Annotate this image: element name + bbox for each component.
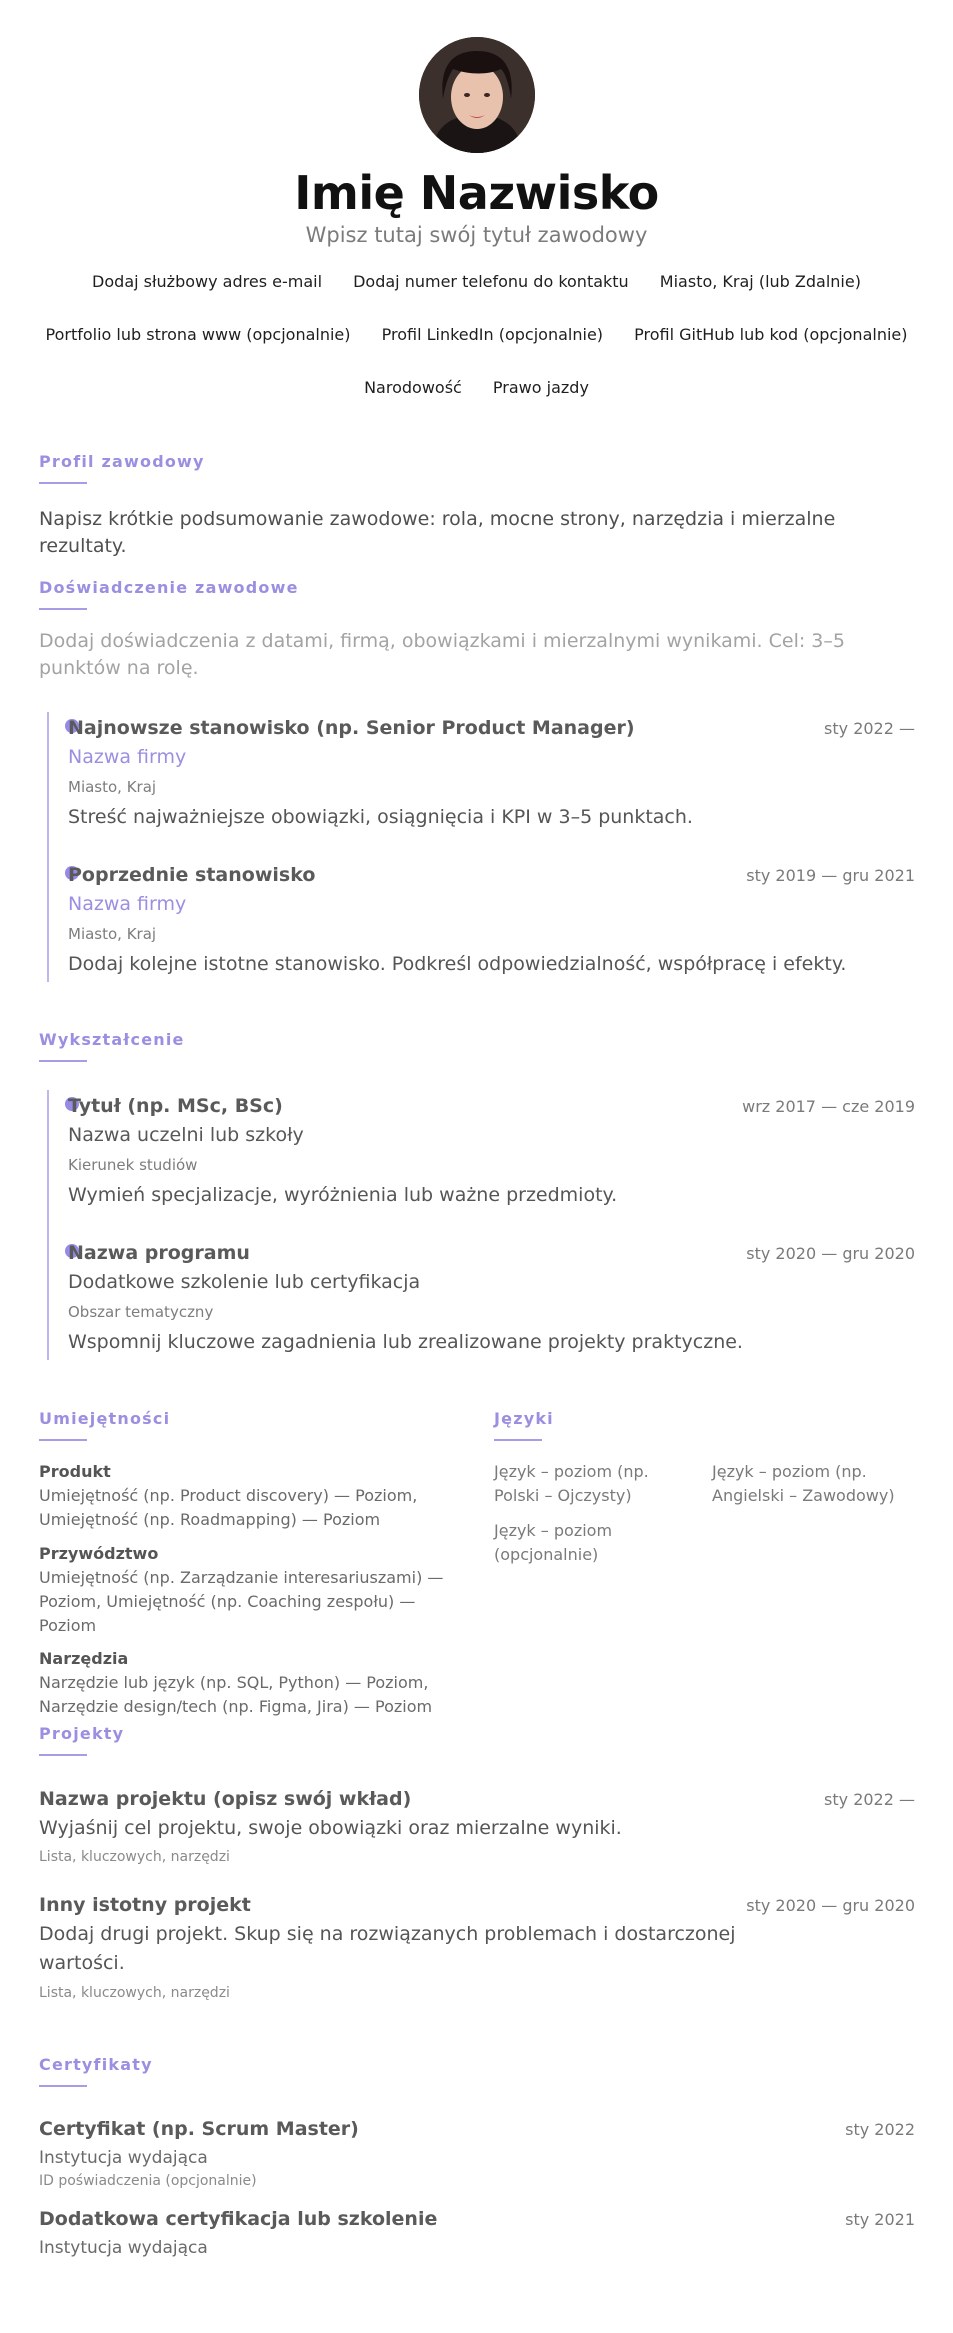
contact-linkedin[interactable]: Profil LinkedIn (opcjonalnie): [381, 325, 604, 344]
profile-rule: [39, 482, 87, 484]
contact-github[interactable]: Profil GitHub lub kod (opcjonalnie): [634, 325, 908, 344]
education-timeline: [47, 1090, 49, 1360]
language-item-1: Język – poziom (np. Polski – Ojczysty): [494, 1462, 649, 1505]
experience-desc-1: Streść najważniejsze obowiązki, osiągnięcia i KPI w 3–5 punktach.: [68, 806, 693, 828]
education-title-1: Tytuł (np. MSc, BSc): [68, 1095, 283, 1117]
certificate-issuer-1: Instytucja wydająca: [39, 2148, 208, 2168]
project-desc-2: Dodaj drugi projekt. Skup się na rozwiązanych problemach i dostarczonej wartości.: [39, 1923, 736, 1974]
education-rule: [39, 1060, 87, 1062]
profile-text: Napisz krótkie podsumowanie zawodowe: rola, mocne strony, narzędzia i mierzalne rezultaty.: [39, 508, 836, 557]
certificates-heading: Certyfikaty: [39, 2055, 153, 2074]
contact-nationality: Narodowość: [364, 378, 462, 397]
contact-email[interactable]: Dodaj służbowy adres e-mail: [92, 272, 323, 291]
certificate-credential-1: ID poświadczenia (opcjonalnie): [39, 2173, 257, 2189]
education-desc-1: Wymień specjalizacje, wyróżnienia lub ważne przedmioty.: [68, 1184, 618, 1206]
project-tags-2: Lista, kluczowych, narzędzi: [39, 1985, 230, 2001]
certificate-title-1: Certyfikat (np. Scrum Master): [39, 2118, 359, 2140]
avatar-photo: [419, 37, 535, 153]
projects-heading: Projekty: [39, 1724, 125, 1743]
skill-group-text-2: Umiejętność (np. Zarządzanie interesariuszami) — Poziom, Umiejętność (np. Coaching zespołu) — Poziom: [39, 1568, 444, 1635]
skill-group-name-2: Przywództwo: [39, 1544, 159, 1563]
experience-timeline: [47, 712, 49, 982]
experience-intro: Dodaj doświadczenia z datami, firmą, obowiązkami i mierzalnymi wynikami. Cel: 3–5 punktów na rolę.: [39, 630, 845, 679]
full-name: Imię Nazwisko: [294, 166, 659, 220]
avatar: [419, 37, 535, 153]
contact-driving-license: Prawo jazdy: [492, 378, 589, 397]
experience-title-1: Najnowsze stanowisko (np. Senior Product Manager): [68, 717, 635, 739]
education-school-2: Dodatkowe szkolenie lub certyfikacja: [68, 1271, 421, 1293]
certificate-date-1: sty 2022: [845, 2120, 915, 2139]
skill-group-name-3: Narzędzia: [39, 1649, 129, 1668]
education-field-2: Obszar tematyczny: [68, 1303, 214, 1321]
experience-location-2: Miasto, Kraj: [68, 925, 157, 943]
contact-row-1: [0, 272, 953, 291]
language-item-3: Język – poziom (opcjonalnie): [494, 1521, 613, 1564]
certificates-rule: [39, 2085, 87, 2087]
profile-heading: Profil zawodowy: [39, 452, 205, 471]
education-desc-2: Wspomnij kluczowe zagadnienia lub zrealizowane projekty praktyczne.: [68, 1331, 743, 1353]
experience-dates-2: sty 2019 — gru 2021: [746, 866, 915, 885]
project-title-2: Inny istotny projekt: [39, 1894, 251, 1916]
contact-location: Miasto, Kraj (lub Zdalnie): [659, 272, 861, 291]
skills-heading: Umiejętności: [39, 1409, 171, 1428]
contact-phone[interactable]: Dodaj numer telefonu do kontaktu: [353, 272, 629, 291]
experience-dates-1: sty 2022 —: [824, 719, 915, 738]
job-title: Wpisz tutaj swój tytuł zawodowy: [305, 223, 648, 247]
skills-rule: [39, 1439, 87, 1441]
skill-group-text-1: Umiejętność (np. Product discovery) — Poziom, Umiejętność (np. Roadmapping) — Poziom: [39, 1486, 418, 1529]
education-title-2: Nazwa programu: [68, 1242, 250, 1264]
contact-row-2: [0, 325, 953, 344]
experience-rule: [39, 608, 87, 610]
certificate-issuer-2: Instytucja wydająca: [39, 2238, 208, 2258]
certificate-date-2: sty 2021: [845, 2210, 915, 2229]
experience-heading: Doświadczenie zawodowe: [39, 578, 299, 597]
project-dates-2: sty 2020 — gru 2020: [746, 1896, 915, 1915]
project-tags-1: Lista, kluczowych, narzędzi: [39, 1849, 230, 1865]
experience-title-2: Poprzednie stanowisko: [68, 864, 316, 886]
skill-group-name-1: Produkt: [39, 1462, 111, 1481]
languages-heading: Języki: [494, 1409, 554, 1428]
projects-rule: [39, 1754, 87, 1756]
certificate-title-2: Dodatkowa certyfikacja lub szkolenie: [39, 2208, 438, 2230]
project-title-1: Nazwa projektu (opisz swój wkład): [39, 1788, 412, 1810]
education-heading: Wykształcenie: [39, 1030, 185, 1049]
contact-row-3: [0, 378, 953, 397]
education-dates-1: wrz 2017 — cze 2019: [742, 1097, 915, 1116]
project-dates-1: sty 2022 —: [824, 1790, 915, 1809]
language-item-2: Język – poziom (np. Angielski – Zawodowy): [712, 1462, 895, 1505]
experience-desc-2: Dodaj kolejne istotne stanowisko. Podkreśl odpowiedzialność, współpracę i efekty.: [68, 953, 847, 975]
education-school-1: Nazwa uczelni lub szkoły: [68, 1124, 304, 1146]
education-dates-2: sty 2020 — gru 2020: [746, 1244, 915, 1263]
languages-rule: [494, 1439, 542, 1441]
experience-company-1: Nazwa firmy: [68, 746, 187, 768]
project-desc-1: Wyjaśnij cel projektu, swoje obowiązki oraz mierzalne wyniki.: [39, 1817, 622, 1839]
experience-location-1: Miasto, Kraj: [68, 778, 157, 796]
skill-group-text-3: Narzędzie lub język (np. SQL, Python) — Poziom, Narzędzie design/tech (np. Figma, Jira) — Poziom: [39, 1673, 433, 1716]
education-field-1: Kierunek studiów: [68, 1156, 198, 1174]
experience-company-2: Nazwa firmy: [68, 893, 187, 915]
contact-portfolio[interactable]: Portfolio lub strona www (opcjonalnie): [45, 325, 351, 344]
